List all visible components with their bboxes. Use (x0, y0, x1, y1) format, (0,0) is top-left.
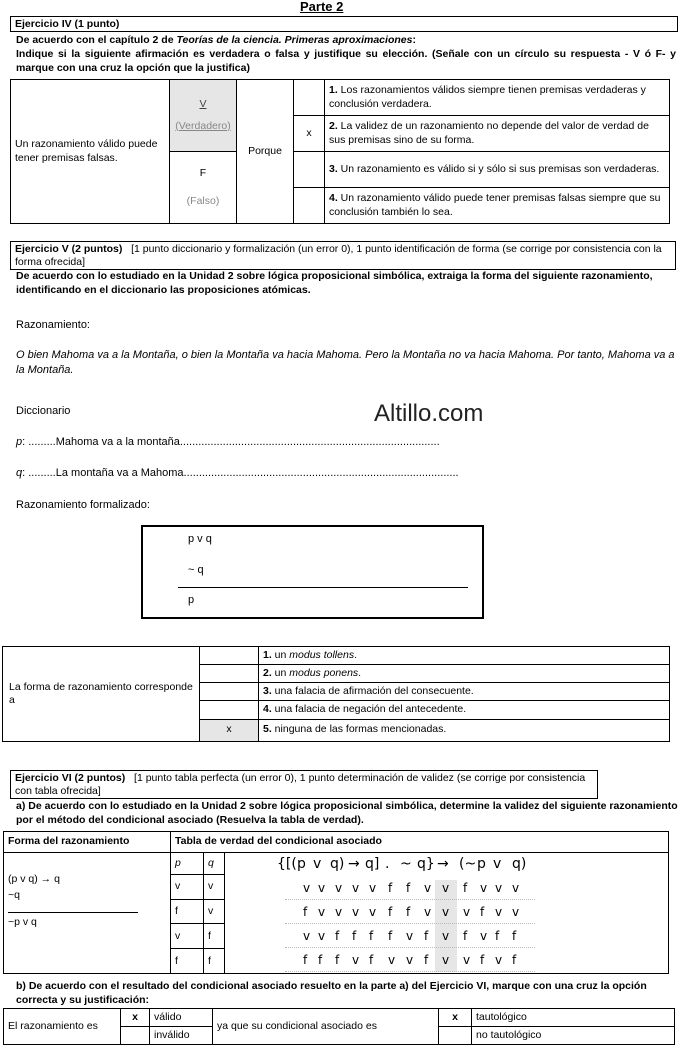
formula-symbol: q} (417, 856, 435, 872)
row-p-value: v (171, 874, 204, 899)
ex5-header (10, 241, 676, 270)
option-text: un (271, 649, 290, 661)
dict-p-var: p (16, 436, 23, 448)
valid-mark[interactable]: x (121, 1009, 150, 1027)
row-q-value: v (204, 874, 225, 899)
ex4-false-cell[interactable] (170, 152, 237, 224)
ex4-option-mark[interactable] (294, 188, 325, 224)
truth-value: v (424, 905, 432, 919)
final-label: El razonamiento es (4, 1009, 121, 1045)
truth-value: f (424, 929, 429, 943)
ex6-instruction-b: b) De acuerdo con el resultado del condicional asociado resuelto en la parte a) del Ejercicio VI, marque con una cruz la opción correcta y su justificación: (16, 980, 647, 1006)
ex4-header: Ejercicio IV (1 punto) (10, 16, 678, 32)
truth-value: f (369, 953, 374, 967)
taut-option: tautológico (472, 1009, 675, 1027)
option-number: 2. (329, 120, 338, 133)
truth-value: v (424, 881, 432, 895)
not-taut-option: no tautológico (472, 1027, 675, 1045)
option-number: 4. (263, 703, 272, 716)
ex4-false-letter: F (199, 167, 207, 180)
formalized-box (141, 525, 484, 619)
formula-symbol: q) (330, 856, 345, 872)
truth-value: v (406, 953, 414, 967)
option-text: Un razonamiento es válido si y sólo si sus premisas son verdaderas. (337, 162, 660, 175)
ex5-header-title: Ejercicio V (2 puntos) (15, 243, 123, 255)
ex6-form (4, 853, 171, 974)
truth-value: v (369, 881, 377, 895)
truth-value: v (352, 881, 360, 895)
row-p-value: f (171, 949, 204, 974)
ex5-reasoning-label: Razonamiento: (16, 319, 90, 331)
truth-value: v (318, 881, 326, 895)
part-title: Parte 2 (300, 0, 344, 14)
because-text: ya que su condicional asociado es (213, 1009, 439, 1045)
option-text: Un razonamiento válido puede tener premisas falsas siempre que su conclusión también lo sea. (329, 192, 661, 218)
ex4-option-mark[interactable] (294, 80, 325, 116)
truth-value: f (463, 881, 468, 895)
ex4-intro-prefix: De acuerdo con el capítulo 2 de (16, 34, 177, 46)
ex4-statement: Un razonamiento válido puede tener premisas falsas. (11, 80, 170, 224)
ex6-col1-header: Forma del razonamiento (4, 832, 171, 853)
formula-symbol: v (493, 856, 502, 872)
truth-table-row-divider (285, 947, 535, 948)
truth-value: v (495, 953, 503, 967)
form-option-4 (259, 701, 670, 719)
truth-value: v (318, 905, 326, 919)
form-option-2 (259, 665, 670, 683)
ex6-table (3, 831, 669, 974)
ex5-instruction: De acuerdo con lo estudiado en la Unidad 2 sobre lógica proposicional simbólica, extraiga la forma del siguiente razonamiento, identificando en el diccionario las proposiciones atómicas. (16, 270, 653, 296)
option-emphasis: modus tollens (289, 649, 355, 661)
conclusion-line (178, 587, 468, 588)
option-text: una falacia de negación del antecedente. (271, 703, 467, 716)
truth-value: v (463, 905, 471, 919)
option-text: Los razonamientos válidos siempre tienen premisas verdaderas y conclusión verdadera. (329, 84, 646, 110)
ex4-option-2 (325, 116, 670, 152)
truth-value: v (442, 929, 450, 943)
truth-value: f (406, 905, 411, 919)
option-number: 3. (263, 685, 272, 698)
truth-value: f (406, 881, 411, 895)
truth-value: v (442, 953, 450, 967)
truth-value: v (495, 881, 503, 895)
form-option-mark[interactable]: x (200, 719, 259, 741)
truth-value: v (352, 953, 360, 967)
truth-value: v (512, 881, 520, 895)
truth-value: v (303, 929, 311, 943)
truth-value: v (388, 953, 396, 967)
option-emphasis: modus ponens (289, 667, 359, 680)
truth-value: v (495, 905, 503, 919)
truth-value: v (335, 881, 343, 895)
truth-value: f (512, 953, 517, 967)
dict-q-var: q (16, 467, 23, 479)
option-text: La validez de un razonamiento no depende del valor de verdad de sus premisas sino de su forma. (329, 120, 649, 146)
ex4-false-word: (Falso) (186, 194, 220, 207)
truth-table-row-divider (285, 923, 535, 924)
formula-symbol: q) (512, 856, 527, 872)
ex4-intro-suffix: : (412, 34, 416, 46)
option-text: un (271, 667, 290, 680)
truth-table-row-divider (285, 899, 535, 900)
row-p-value: f (171, 899, 204, 924)
option-suffix: . (354, 649, 357, 661)
truth-value: v (352, 905, 360, 919)
truth-value: f (335, 953, 340, 967)
truth-value: v (406, 929, 414, 943)
invalid-option: inválido (150, 1027, 213, 1045)
dict-q (16, 467, 459, 479)
formula-symbol: (~ (459, 856, 477, 872)
valid-option: válido (150, 1009, 213, 1027)
formula-symbol: ~ (400, 856, 412, 872)
ex4-true-cell[interactable] (170, 80, 237, 152)
ex4-option-3 (325, 152, 670, 188)
form-option-mark[interactable] (200, 701, 259, 719)
truth-value: v (303, 881, 311, 895)
ex6-form-premise2: ~q (8, 889, 20, 902)
not-taut-mark[interactable] (439, 1027, 472, 1045)
ex6-final-table (3, 1008, 675, 1045)
dict-p (16, 436, 440, 448)
ex6-form-line (8, 912, 138, 913)
formula-symbol: q] (365, 856, 380, 872)
truth-value: v (442, 881, 450, 895)
truth-table-cell (225, 853, 669, 974)
ex4-instruction: Indique si la siguiente afirmación es verdadera o falsa y justifique su elección. (Señale con un círculo su respuesta - V ó F- y marque con una cruz la opción que la justifica) (16, 48, 676, 74)
ex5-form-table (2, 646, 670, 742)
ex5-reasoning-text: O bien Mahoma va a la Montaña, o bien la Montaña va hacia Mahoma. Pero la Montaña no va hacia Mahoma. Por tanto, Mahoma va a la Montaña. (16, 349, 675, 376)
taut-mark[interactable]: x (439, 1009, 472, 1027)
truth-value: f (463, 929, 468, 943)
option-text: ninguna de las formas mencionadas. (271, 723, 447, 736)
form-option-5 (259, 719, 670, 741)
formula-symbol: → (348, 856, 360, 872)
truth-value: v (369, 905, 377, 919)
option-number: 1. (329, 84, 338, 97)
ex6-col2-header: Tabla de verdad del condicional asociado (171, 832, 669, 853)
form-option-1 (259, 647, 670, 665)
truth-value: f (480, 905, 485, 919)
ex6-header-title: Ejercicio VI (2 puntos) (15, 772, 126, 784)
truth-value: v (318, 929, 326, 943)
ex4-true-word: (Verdadero) (175, 119, 231, 132)
option-number: 4. (329, 192, 338, 205)
ex4-table (10, 79, 670, 224)
row-q-value: f (204, 949, 225, 974)
watermark: Altillo.com (374, 400, 484, 427)
truth-value: f (388, 905, 393, 919)
option-number: 5. (263, 723, 272, 736)
formula-symbol: . (385, 856, 390, 872)
ex6-form-premise1: (p v q) → q (8, 873, 60, 885)
ex4-option-mark[interactable]: x (294, 116, 325, 152)
option-text: una falacia de afirmación del consecuente. (271, 685, 474, 698)
truth-value: f (303, 905, 308, 919)
truth-value: f (318, 953, 323, 967)
formula-symbol: p (477, 856, 486, 872)
var-q-header: q (204, 853, 225, 875)
truth-value: f (512, 929, 517, 943)
truth-value: v (480, 929, 488, 943)
row-q-value: f (204, 924, 225, 949)
truth-value: f (369, 929, 374, 943)
dict-p-text: : .........Mahoma va a la montaña..................................................................................... (22, 436, 440, 448)
form-option-3 (259, 683, 670, 701)
ex6-header-criteria: [1 punto tabla perfecta (un error 0), 1 punto determinación de validez (se corrige por consistencia con tabla ofrecida] (15, 772, 586, 797)
ex6-instruction-a: a) De acuerdo con lo estudiado en la Unidad 2 sobre lógica proposicional simbólica, determine la validez del siguiente razonamiento por el método del condicional asociado (Resuelva la tabla de verdad). (16, 800, 678, 826)
ex4-intro-book: Teorías de la ciencia. Primeras aproximaciones (176, 34, 413, 46)
premise-2: ~ q (188, 564, 204, 576)
formula-symbol: → (437, 856, 449, 872)
ex4-because: Porque (237, 80, 294, 224)
ex5-dictionary-label: Diccionario (16, 405, 71, 417)
truth-value: v (480, 881, 488, 895)
truth-value: f (480, 953, 485, 967)
form-option-mark[interactable] (200, 665, 259, 683)
truth-value: f (495, 929, 500, 943)
var-p-header: p (171, 853, 204, 875)
truth-value: v (335, 905, 343, 919)
option-number: 1. (263, 649, 272, 661)
ex5-formalized-label: Razonamiento formalizado: (16, 499, 150, 511)
form-option-mark[interactable] (200, 683, 259, 701)
form-option-mark[interactable] (200, 647, 259, 665)
truth-value: f (388, 881, 393, 895)
option-number: 3. (329, 162, 338, 175)
ex5-form-label: La forma de razonamiento corresponde a (3, 647, 200, 742)
formula-symbol: v (313, 856, 322, 872)
ex5-header-criteria: [1 punto diccionario y formalización (un error 0), 1 punto identificación de forma (se corrige por consistencia con la forma ofrecida] (15, 243, 662, 268)
ex6-form-conclusion: ~p v q (8, 916, 37, 929)
option-number: 2. (263, 667, 272, 680)
ex6-header (10, 770, 598, 799)
formula-symbol: {[( (277, 856, 297, 872)
truth-value: f (352, 929, 357, 943)
truth-table-row-divider (285, 971, 535, 972)
row-q-value: v (204, 899, 225, 924)
ex4-option-mark[interactable] (294, 152, 325, 188)
ex4-intro (16, 34, 676, 46)
ex4-option-4 (325, 188, 670, 224)
truth-value: v (512, 905, 520, 919)
truth-value: f (335, 929, 340, 943)
truth-table (225, 853, 668, 973)
ex4-option-1 (325, 80, 670, 116)
truth-value: v (463, 953, 471, 967)
ex4-true-letter: V (199, 98, 207, 111)
invalid-mark[interactable] (121, 1027, 150, 1045)
truth-value: f (303, 953, 308, 967)
option-suffix: . (358, 667, 362, 680)
truth-value: f (424, 953, 429, 967)
dict-q-text: : .........La montaña va a Mahoma.......................................................................................... (22, 467, 459, 479)
row-p-value: v (171, 924, 204, 949)
formula-symbol: p (297, 856, 306, 872)
premise-1: p v q (188, 533, 212, 545)
truth-value: v (442, 905, 450, 919)
truth-value: f (388, 929, 393, 943)
conclusion: p (188, 594, 195, 606)
